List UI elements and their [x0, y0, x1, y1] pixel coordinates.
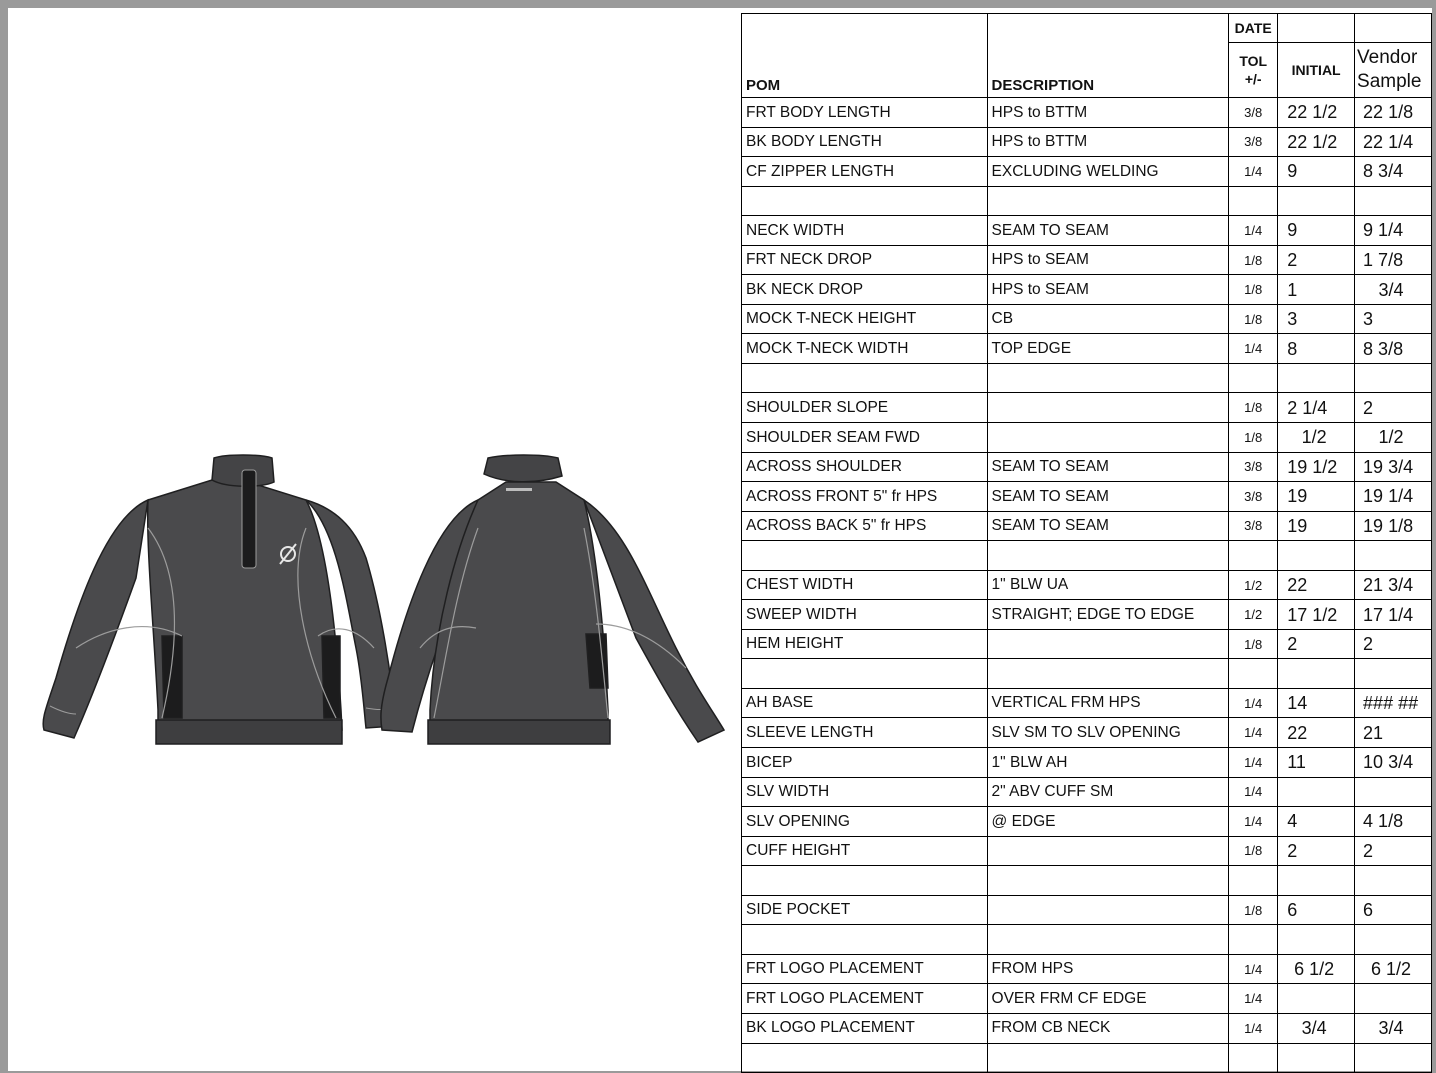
tol-cell: [1229, 659, 1278, 689]
pom-cell: FRT LOGO PLACEMENT: [742, 984, 988, 1014]
tol-cell: [1229, 866, 1278, 896]
vendor-sample-cell: [1355, 659, 1432, 689]
tol-cell: 1/4: [1229, 688, 1278, 718]
initial-cell: 8: [1278, 334, 1355, 364]
initial-cell: 2: [1278, 245, 1355, 275]
tol-cell: 1/4: [1229, 954, 1278, 984]
description-cell: STRAIGHT; EDGE TO EDGE: [987, 600, 1229, 630]
table-row: [742, 245, 1432, 275]
header-vendor-sample: [1355, 43, 1432, 98]
initial-cell: 9: [1278, 216, 1355, 246]
vendor-sample-cell: 3: [1355, 304, 1432, 334]
initial-cell: 11: [1278, 748, 1355, 778]
description-cell: SEAM TO SEAM: [987, 511, 1229, 541]
description-cell: OVER FRM CF EDGE: [987, 984, 1229, 1014]
pom-cell: SWEEP WIDTH: [742, 600, 988, 630]
pom-cell: SIDE POCKET: [742, 895, 988, 925]
pom-cell: MOCK T-NECK HEIGHT: [742, 304, 988, 334]
table-row: [742, 98, 1432, 128]
vendor-sample-cell: 9 1/4: [1355, 216, 1432, 246]
initial-cell: 2: [1278, 836, 1355, 866]
tol-cell: 3/8: [1229, 511, 1278, 541]
table-row: [742, 836, 1432, 866]
tech-pack-page: [8, 8, 1432, 1071]
vendor-sample-cell: [1355, 866, 1432, 896]
table-row: [742, 600, 1432, 630]
vendor-sample-cell: 2: [1355, 629, 1432, 659]
table-row: [742, 304, 1432, 334]
description-cell: SEAM TO SEAM: [987, 482, 1229, 512]
table-row-blank: [742, 363, 1432, 393]
initial-cell: 17 1/2: [1278, 600, 1355, 630]
table-row-blank: [742, 186, 1432, 216]
initial-cell: 19: [1278, 511, 1355, 541]
description-cell: HPS to SEAM: [987, 245, 1229, 275]
table-row: [742, 629, 1432, 659]
description-cell: CB: [987, 304, 1229, 334]
header-vendor-line1: Vendor: [1357, 47, 1418, 69]
table-row: [742, 954, 1432, 984]
pom-cell: FRT BODY LENGTH: [742, 98, 988, 128]
header-tol-line2: +/-: [1244, 71, 1262, 87]
tol-cell: [1229, 363, 1278, 393]
vendor-sample-cell: 10 3/4: [1355, 748, 1432, 778]
pom-cell: [742, 1043, 988, 1073]
header-description: DESCRIPTION: [987, 14, 1229, 98]
pom-cell: MOCK T-NECK WIDTH: [742, 334, 988, 364]
pom-cell: HEM HEIGHT: [742, 629, 988, 659]
pom-cell: [742, 186, 988, 216]
tol-cell: 3/8: [1229, 452, 1278, 482]
spec-table-body: [742, 14, 1432, 1073]
header-pom: POM: [742, 14, 988, 98]
tol-cell: 1/4: [1229, 216, 1278, 246]
table-row: [742, 688, 1432, 718]
vendor-sample-cell: 6 1/2: [1355, 954, 1432, 984]
table-row: [742, 127, 1432, 157]
initial-cell: 1: [1278, 275, 1355, 305]
pom-cell: SHOULDER SLOPE: [742, 393, 988, 423]
tol-cell: 1/4: [1229, 777, 1278, 807]
description-cell: [987, 423, 1229, 453]
initial-cell: 22 1/2: [1278, 98, 1355, 128]
initial-cell: [1278, 659, 1355, 689]
table-row: [742, 216, 1432, 246]
header-blank-vendor: [1355, 14, 1432, 43]
tol-cell: 3/8: [1229, 482, 1278, 512]
description-cell: 2" ABV CUFF SM: [987, 777, 1229, 807]
description-cell: [987, 629, 1229, 659]
description-cell: FROM HPS: [987, 954, 1229, 984]
tol-cell: 3/8: [1229, 127, 1278, 157]
vendor-sample-cell: 19 1/4: [1355, 482, 1432, 512]
vendor-sample-cell: 2: [1355, 393, 1432, 423]
initial-cell: 4: [1278, 807, 1355, 837]
initial-cell: 9: [1278, 157, 1355, 187]
vendor-sample-cell: 19 3/4: [1355, 452, 1432, 482]
initial-cell: 6: [1278, 895, 1355, 925]
header-date: DATE: [1229, 14, 1278, 43]
header-tol: [1229, 43, 1278, 98]
pom-cell: [742, 866, 988, 896]
initial-cell: [1278, 541, 1355, 571]
initial-cell: 22 1/2: [1278, 127, 1355, 157]
table-row-blank: [742, 659, 1432, 689]
pom-cell: FRT LOGO PLACEMENT: [742, 954, 988, 984]
initial-cell: 22: [1278, 718, 1355, 748]
vendor-sample-cell: 21: [1355, 718, 1432, 748]
description-cell: 1" BLW AH: [987, 748, 1229, 778]
initial-cell: 3: [1278, 304, 1355, 334]
pom-cell: CF ZIPPER LENGTH: [742, 157, 988, 187]
pom-cell: CHEST WIDTH: [742, 570, 988, 600]
vendor-sample-cell: [1355, 925, 1432, 955]
initial-cell: 14: [1278, 688, 1355, 718]
vendor-sample-cell: 6: [1355, 895, 1432, 925]
initial-cell: 19: [1278, 482, 1355, 512]
back-neck-label: [506, 488, 532, 491]
description-cell: @ EDGE: [987, 807, 1229, 837]
tol-cell: 1/8: [1229, 836, 1278, 866]
pom-cell: SHOULDER SEAM FWD: [742, 423, 988, 453]
vendor-sample-cell: 3/4: [1355, 275, 1432, 305]
vendor-sample-cell: 19 1/8: [1355, 511, 1432, 541]
tol-cell: [1229, 186, 1278, 216]
pom-cell: [742, 363, 988, 393]
vendor-sample-cell: ### ##: [1355, 688, 1432, 718]
table-row: [742, 511, 1432, 541]
pom-cell: BK NECK DROP: [742, 275, 988, 305]
initial-cell: 6 1/2: [1278, 954, 1355, 984]
vendor-sample-cell: [1355, 984, 1432, 1014]
jacket-back-view: [381, 455, 724, 744]
pom-cell: [742, 659, 988, 689]
tol-cell: 1/8: [1229, 393, 1278, 423]
pom-cell: SLV WIDTH: [742, 777, 988, 807]
description-cell: HPS to BTTM: [987, 127, 1229, 157]
tol-cell: 1/8: [1229, 895, 1278, 925]
pom-cell: SLV OPENING: [742, 807, 988, 837]
description-cell: [987, 363, 1229, 393]
vendor-sample-cell: 8 3/8: [1355, 334, 1432, 364]
table-row: [742, 984, 1432, 1014]
tol-cell: 1/2: [1229, 600, 1278, 630]
pom-cell: BK BODY LENGTH: [742, 127, 988, 157]
initial-cell: [1278, 984, 1355, 1014]
vendor-sample-cell: [1355, 1043, 1432, 1073]
vendor-sample-cell: 8 3/4: [1355, 157, 1432, 187]
table-row: [742, 777, 1432, 807]
initial-cell: [1278, 777, 1355, 807]
table-row: [742, 482, 1432, 512]
table-row: [742, 423, 1432, 453]
description-cell: [987, 541, 1229, 571]
table-row: [742, 157, 1432, 187]
description-cell: SLV SM TO SLV OPENING: [987, 718, 1229, 748]
jacket-flat-sketch: [36, 448, 728, 754]
description-cell: [987, 895, 1229, 925]
initial-cell: [1278, 363, 1355, 393]
table-row-blank: [742, 541, 1432, 571]
description-cell: [987, 659, 1229, 689]
description-cell: HPS to BTTM: [987, 98, 1229, 128]
table-row-blank: [742, 866, 1432, 896]
tol-cell: 1/8: [1229, 423, 1278, 453]
pom-cell: FRT NECK DROP: [742, 245, 988, 275]
vendor-sample-cell: 22 1/8: [1355, 98, 1432, 128]
pom-cell: BICEP: [742, 748, 988, 778]
initial-cell: 19 1/2: [1278, 452, 1355, 482]
tol-cell: 1/2: [1229, 570, 1278, 600]
description-cell: 1" BLW UA: [987, 570, 1229, 600]
initial-cell: [1278, 866, 1355, 896]
tol-cell: 1/4: [1229, 157, 1278, 187]
initial-cell: [1278, 1043, 1355, 1073]
description-cell: [987, 866, 1229, 896]
tol-cell: 1/4: [1229, 984, 1278, 1014]
description-cell: EXCLUDING WELDING: [987, 157, 1229, 187]
table-row: [742, 393, 1432, 423]
vendor-sample-cell: [1355, 363, 1432, 393]
spec-table: [741, 13, 1432, 1073]
initial-cell: 2: [1278, 629, 1355, 659]
pom-cell: NECK WIDTH: [742, 216, 988, 246]
header-tol-line1: TOL: [1239, 52, 1268, 69]
table-row-blank: [742, 1043, 1432, 1073]
pom-cell: CUFF HEIGHT: [742, 836, 988, 866]
table-row: [742, 895, 1432, 925]
vendor-sample-cell: 22 1/4: [1355, 127, 1432, 157]
description-cell: [987, 393, 1229, 423]
tol-cell: [1229, 925, 1278, 955]
pom-cell: ACROSS SHOULDER: [742, 452, 988, 482]
initial-cell: 2 1/4: [1278, 393, 1355, 423]
description-cell: [987, 836, 1229, 866]
vendor-sample-cell: 21 3/4: [1355, 570, 1432, 600]
table-row: [742, 1013, 1432, 1043]
vendor-sample-cell: 3/4: [1355, 1013, 1432, 1043]
tol-cell: 1/8: [1229, 629, 1278, 659]
pom-cell: ACROSS FRONT 5" fr HPS: [742, 482, 988, 512]
description-cell: VERTICAL FRM HPS: [987, 688, 1229, 718]
description-cell: [987, 1043, 1229, 1073]
vendor-sample-cell: 1 7/8: [1355, 245, 1432, 275]
tol-cell: 1/4: [1229, 748, 1278, 778]
table-row: [742, 748, 1432, 778]
vendor-sample-cell: 2: [1355, 836, 1432, 866]
tol-cell: 1/4: [1229, 334, 1278, 364]
initial-cell: [1278, 186, 1355, 216]
vendor-sample-cell: 4 1/8: [1355, 807, 1432, 837]
tol-cell: [1229, 1043, 1278, 1073]
vendor-sample-cell: 17 1/4: [1355, 600, 1432, 630]
description-cell: SEAM TO SEAM: [987, 216, 1229, 246]
vendor-sample-cell: [1355, 777, 1432, 807]
pom-cell: [742, 925, 988, 955]
description-cell: SEAM TO SEAM: [987, 452, 1229, 482]
table-row: [742, 807, 1432, 837]
header-blank-initial: [1278, 14, 1355, 43]
jacket-front-view: [43, 455, 396, 744]
vendor-sample-cell: 1/2: [1355, 423, 1432, 453]
initial-cell: 1/2: [1278, 423, 1355, 453]
pom-cell: BK LOGO PLACEMENT: [742, 1013, 988, 1043]
tol-cell: 1/4: [1229, 807, 1278, 837]
header-row-1: [742, 14, 1432, 43]
pom-cell: SLEEVE LENGTH: [742, 718, 988, 748]
table-row: [742, 570, 1432, 600]
tol-cell: 1/8: [1229, 275, 1278, 305]
initial-cell: 3/4: [1278, 1013, 1355, 1043]
table-row: [742, 275, 1432, 305]
tol-cell: 1/4: [1229, 1013, 1278, 1043]
pom-cell: AH BASE: [742, 688, 988, 718]
tol-cell: 1/4: [1229, 718, 1278, 748]
header-vendor-line2: Sample: [1357, 71, 1422, 92]
tol-cell: 3/8: [1229, 98, 1278, 128]
table-row: [742, 334, 1432, 364]
initial-cell: 22: [1278, 570, 1355, 600]
description-cell: [987, 925, 1229, 955]
tol-cell: 1/8: [1229, 304, 1278, 334]
vendor-sample-cell: [1355, 541, 1432, 571]
table-row-blank: [742, 925, 1432, 955]
table-row: [742, 718, 1432, 748]
description-cell: HPS to SEAM: [987, 275, 1229, 305]
initial-cell: [1278, 925, 1355, 955]
pom-cell: ACROSS BACK 5" fr HPS: [742, 511, 988, 541]
description-cell: [987, 186, 1229, 216]
table-row: [742, 452, 1432, 482]
pom-cell: [742, 541, 988, 571]
header-initial: INITIAL: [1278, 43, 1355, 98]
description-cell: FROM CB NECK: [987, 1013, 1229, 1043]
tol-cell: [1229, 541, 1278, 571]
tol-cell: 1/8: [1229, 245, 1278, 275]
description-cell: TOP EDGE: [987, 334, 1229, 364]
vendor-sample-cell: [1355, 186, 1432, 216]
